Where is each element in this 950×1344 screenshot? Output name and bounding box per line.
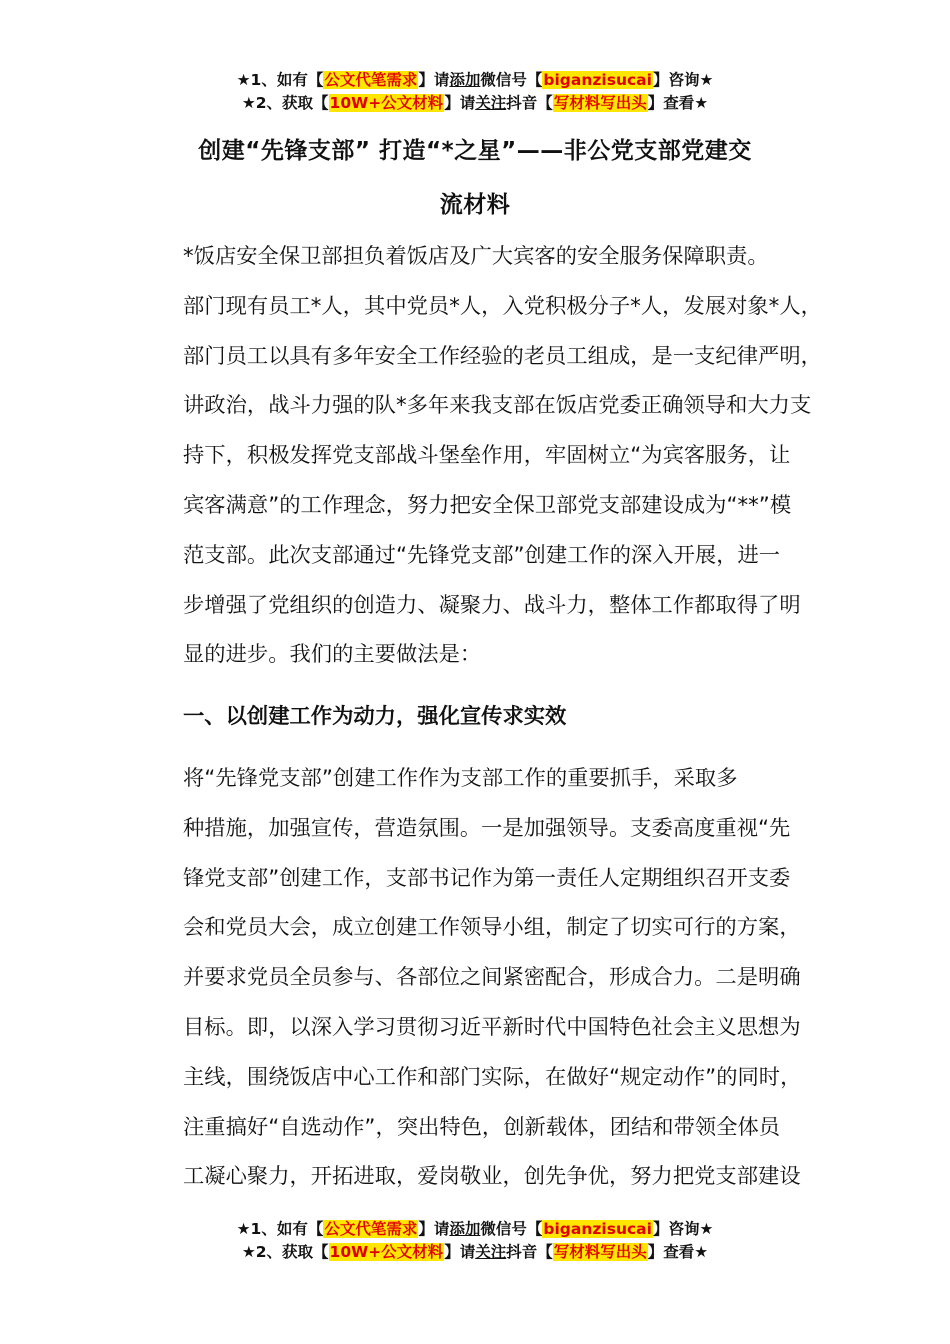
promo-line-2: ★2、获取【10W+公文材料】请关注抖音【写材料写出头】查看★	[241, 1243, 709, 1261]
promo-line-1: ★1、如有【公文代笔需求】请添加微信号【biganzisucai】咨询★	[236, 1220, 714, 1238]
section-heading-1: 一、以创建工作为动力，强化宣传求实效	[183, 704, 567, 730]
highlight-materials: 10W+公文材料	[329, 94, 444, 112]
highlight-materials: 10W+公文材料	[329, 1243, 444, 1261]
bottom-promo-banner	[0, 1218, 950, 1264]
highlight-wechat-id: biganzisucai	[543, 1220, 652, 1238]
top-promo-banner	[0, 69, 950, 115]
highlight-ghostwriting: 公文代笔需求	[324, 71, 418, 89]
promo-line-1: ★1、如有【公文代笔需求】请添加微信号【biganzisucai】咨询★	[236, 71, 714, 89]
document-title	[120, 124, 830, 232]
paragraph-section-1: 将“先锋党支部”创建工作作为支部工作的重要抓手，采取多 种措施，加强宣传，营造氛围。一是加强领导。支委高度重视“先 锋党支部”创建工作，支部书记作为第一责任人定期组织召开支委 会和党员大会，成立创建工作领导小组，制定了切实可行的方案， 并要求党员全员参与、各部位之间紧密配合，形成合力。二是明确 目标。即，以深入学习贯彻习近平新时代中国特色社会主义思想为 主线，围绕饭店中心工作和部门实际，在做好“规定动作”的同时， 注重搞好“自选动作”，突出特色，创新载体，团结和带领全体员 工凝心聚力，开拓进取，爱岗敬业，创先争优，努力把党支部建设	[183, 765, 802, 1190]
highlight-ghostwriting: 公文代笔需求	[324, 1220, 418, 1238]
highlight-douyin: 写材料写出头	[553, 1243, 647, 1261]
title-line-1: 创建“先锋支部” 打造“*之星”——非公党支部党建交	[198, 138, 752, 164]
highlight-douyin: 写材料写出头	[553, 94, 647, 112]
paragraph-intro: *饭店安全保卫部担负着饭店及广大宾客的安全服务保障职责。 部门现有员工*人，其中党员*人，入党积极分子*人，发展对象*人， 部门员工以具有多年安全工作经验的老员工组成，是一支纪律严明， 讲政治，战斗力强的队*多年来我支部在饭店党委正确领导和大力支 持下，积极发挥党支部战斗堡垒作用，牢固树立“为宾客服务，让 宾客满意”的工作理念，努力把安全保卫部党支部建设成为“**”模 范支部。此次支部通过“先锋党支部”创建工作的深入开展，进一 步增强了党组织的创造力、凝聚力、战斗力，整体工作都取得了明 显的进步。我们的主要做法是：	[183, 244, 822, 668]
highlight-wechat-id: biganzisucai	[543, 71, 652, 89]
title-line-2: 流材料	[439, 192, 511, 218]
document-body	[143, 232, 831, 1202]
promo-line-2: ★2、获取【10W+公文材料】请关注抖音【写材料写出头】查看★	[241, 94, 709, 112]
